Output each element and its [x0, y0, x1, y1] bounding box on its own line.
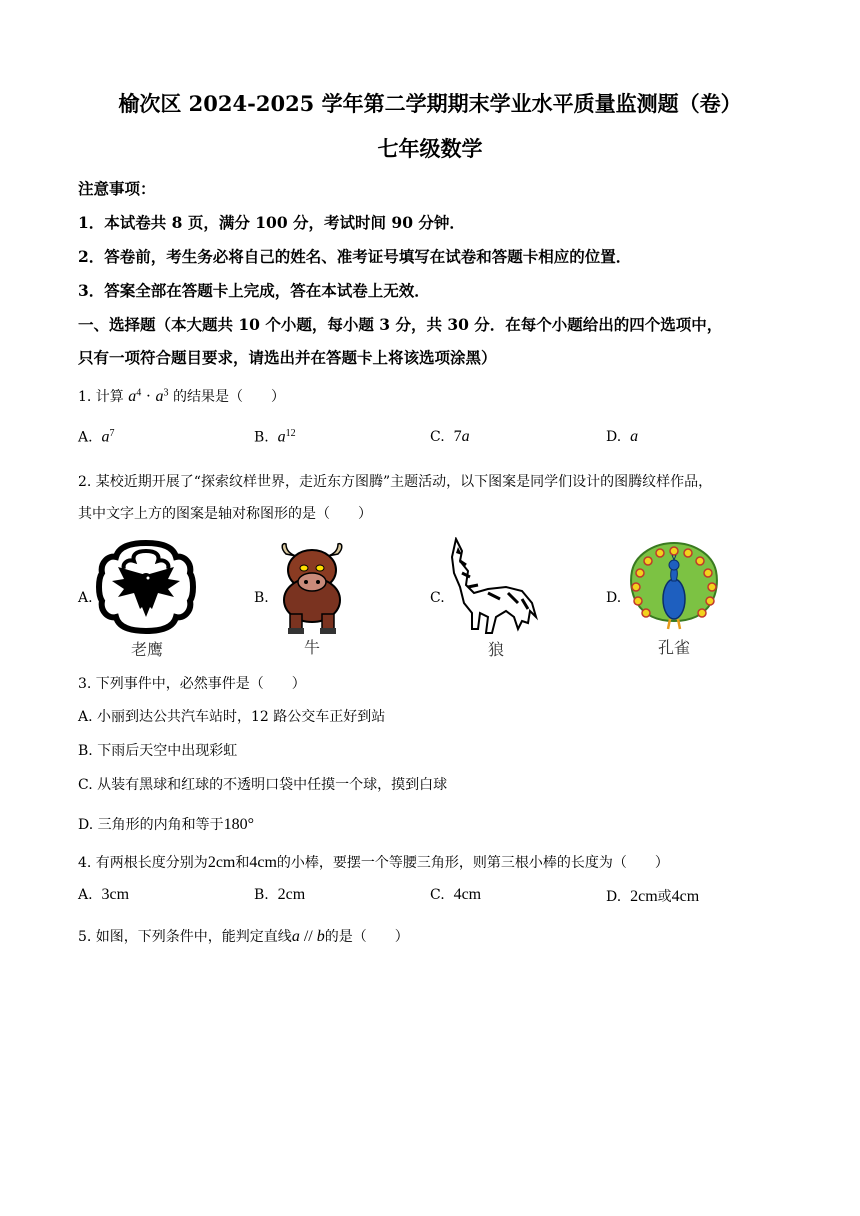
q1-base-2: a [155, 388, 164, 405]
q4-option-d [606, 886, 699, 906]
q5-part2: 的是（ ） [324, 929, 409, 945]
q2-option-a-label: A. [78, 590, 93, 606]
q4-part3: 的小棒，要摆一个等腰三角形，则第三根小棒的长度为（ ） [276, 855, 669, 871]
q2-caption-b: 牛 [304, 638, 321, 657]
option-label: B. [254, 887, 269, 903]
option-base: a [277, 428, 286, 446]
q2-caption-d: 孔雀 [658, 638, 691, 657]
question-5 [78, 926, 409, 946]
q5-line-b: b [316, 928, 325, 945]
q5-parallel: // [299, 928, 317, 945]
q1-dot: · [145, 388, 152, 405]
question-3: 3. 下列事件中，必然事件是（ ） [78, 676, 306, 692]
option-value-a: 2cm [630, 888, 658, 905]
option-label: B. [254, 429, 269, 446]
q3-option-d-text: D. 三角形的内角和等于 [78, 817, 224, 833]
question-1 [78, 386, 285, 406]
section-heading-line2: 只有一项符合题目要求，请选出并在答题卡上将该选项涂黑） [78, 348, 497, 367]
option-value: 2cm [277, 886, 306, 903]
q1-option-b [254, 428, 296, 447]
q1-option-a [78, 428, 114, 447]
q1-base-1: a [128, 388, 137, 405]
notice-heading: 注意事项： [78, 179, 156, 198]
question-2-line1: 2. 某校近期开展了“探索纹样世界，走近东方图腾”主题活动，以下图案是同学们设计的图腾纹样作品， [78, 474, 713, 490]
q1-exp-1: 4 [136, 387, 142, 399]
option-exponent: 7 [109, 428, 115, 439]
q4-option-a [78, 886, 129, 904]
q4-part2: 和 [235, 855, 250, 871]
q4-value1: 2cm [207, 854, 236, 871]
q2-option-b-label: B. [254, 590, 269, 606]
option-exponent: 12 [285, 428, 296, 439]
q4-part1: 4. 有两根长度分别为 [78, 855, 208, 871]
q1-prefix: 1. 计算 [78, 389, 124, 405]
option-coefficient: 7 [453, 428, 462, 445]
option-label: D. [606, 429, 622, 445]
q5-line-a: a [291, 928, 300, 945]
notice-item-3: 3．答案全部在答题卡上完成，答在本试卷上无效． [78, 281, 430, 300]
eagle-emblem-image [96, 537, 196, 637]
question-4 [78, 852, 669, 872]
option-label: D. [606, 889, 622, 905]
q3-option-b: B. 下雨后天空中出现彩虹 [78, 743, 238, 759]
bull-image [272, 540, 352, 638]
wolf-image [448, 537, 540, 637]
q3-option-d-math: 180° [223, 816, 255, 833]
q1-option-c [430, 428, 470, 446]
option-label: A. [78, 887, 93, 903]
q5-part1: 5. 如图，下列条件中，能判定直线 [78, 929, 292, 945]
q3-option-c: C. 从装有黑球和红球的不透明口袋中任摸一个球，摸到白球 [78, 777, 448, 793]
q1-option-d [606, 428, 638, 446]
q2-option-d-label: D. [606, 590, 622, 606]
option-base: a [461, 428, 470, 445]
section-heading-line1: 一、选择题（本大题共 10 个小题，每小题 3 分，共 30 分．在每个小题给出的四个选项中， [78, 315, 723, 334]
notice-item-2: 2．答卷前，考生务必将自己的姓名、准考证号填写在试卷和答题卡相应的位置． [78, 247, 632, 266]
option-value-b: 4cm [671, 888, 700, 905]
peacock-image [626, 541, 722, 631]
q1-exp-2: 3 [163, 387, 169, 399]
option-label: A. [78, 429, 93, 446]
q4-option-c [430, 886, 481, 904]
option-label: C. [430, 887, 445, 903]
q4-option-b [254, 886, 305, 904]
q1-suffix: 的结果是（ ） [172, 389, 285, 405]
notice-item-1: 1．本试卷共 8 页，满分 100 分，考试时间 90 分钟． [78, 213, 465, 232]
q3-option-d [78, 814, 254, 834]
option-base: a [101, 428, 110, 446]
option-base: a [630, 428, 639, 445]
option-label: C. [430, 429, 445, 445]
option-or: 或 [657, 889, 672, 905]
option-value: 4cm [453, 886, 482, 903]
q2-caption-a: 老鹰 [131, 640, 164, 659]
q2-option-c-label: C. [430, 590, 445, 606]
option-value: 3cm [101, 886, 130, 903]
q3-option-a: A. 小丽到达公共汽车站时，12 路公交车正好到站 [78, 709, 386, 725]
q4-value2: 4cm [249, 854, 277, 871]
page-title: 榆次区 2024-2025 学年第二学期期末学业水平质量监测题（卷） [118, 91, 742, 116]
page-subtitle: 七年级数学 [377, 136, 483, 161]
question-2-line2: 其中文字上方的图案是轴对称图形的是（ ） [78, 506, 372, 522]
q2-caption-c: 狼 [488, 640, 505, 659]
